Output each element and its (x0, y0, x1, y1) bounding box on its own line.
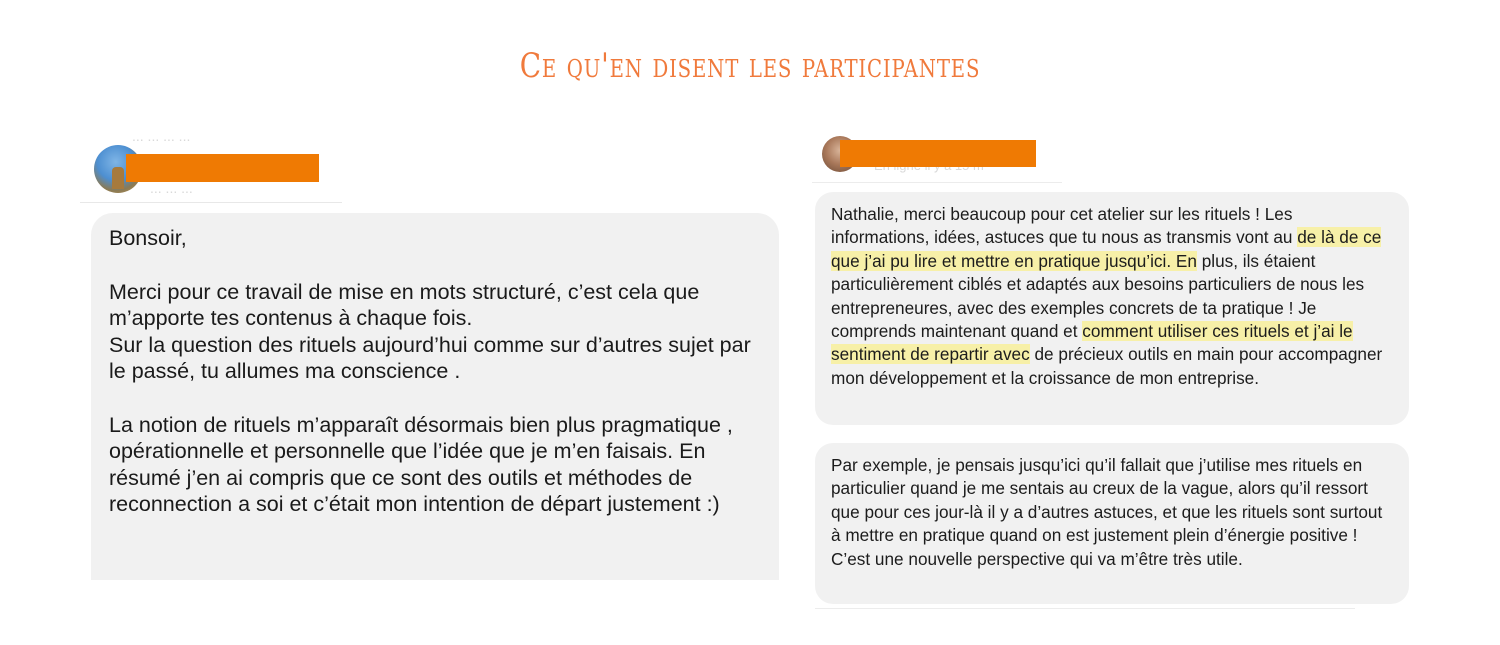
highlighted-text: comment utiliser ces rituels et j’ai le sentiment de repartir avec (831, 321, 1353, 365)
message-text-segment: plus, ils étaient particulièrement ciblés et adaptés aux besoins particuliers de nous les entrepreneures, avec des exemples concrets de ta pratique ! Je comprends maintenant quand et (831, 250, 1365, 342)
message-bubble (91, 213, 779, 580)
faded-header-text: ... ... ... ... (132, 128, 191, 144)
highlighted-text: de là de ce que j’ai pu lire et mettre en pratique jusqu’ici. En (831, 227, 1382, 271)
testimonial-left (80, 126, 780, 581)
message-greeting: Bonsoir, (109, 226, 187, 250)
profile-header (80, 126, 342, 203)
faded-status-text: ... ... ... (150, 180, 193, 196)
message-paragraph: Merci pour ce travail de mise en mots structuré, c’est cela que m’apporte tes contenus à chaque fois. Sur la question des rituels aujourd’hui comme sur d’autres sujet par le passé, tu allumes ma conscience . (109, 279, 751, 383)
message-text-segment: Nathalie, merci beaucoup pour cet atelier sur les rituels ! Les informations, idées, astuces que tu nous as transmis vont au (831, 204, 1298, 248)
profile-header (812, 132, 1062, 183)
message-text: Par exemple, je pensais jusqu’ici qu’il fallait que j’utilise mes rituels en particulier quand je me sentais au creux de la vague, alors qu’il ressort que pour ces jour-là il y a d’autres astuces, et que les rituels sont surtout à mettre en pratique quand on est justement plein d’énergie positive ! C’est une nouvelle perspective qui va m’être très utile. (831, 455, 1383, 569)
testimonial-right (812, 132, 1412, 612)
divider (815, 608, 1355, 609)
message-bubble (815, 443, 1409, 604)
redacted-name-bar (126, 154, 319, 182)
message-bubble (815, 192, 1409, 425)
redacted-name-bar (840, 140, 1036, 167)
message-paragraph: La notion de rituels m’apparaît désormais bien plus pragmatique , opérationnelle et personnelle que l’idée que je m’en faisais. En résumé j’en ai compris que ce sont des outils et méthodes de reconnection a soi et c’était mon intention de départ justement :) (109, 412, 733, 516)
message-text-segment: de précieux outils en main pour accompagner mon développement et la croissance de mon entreprise. (831, 344, 1383, 388)
page-title: Ce qu'en disent les participantes (519, 46, 981, 86)
message-text (831, 203, 1393, 390)
